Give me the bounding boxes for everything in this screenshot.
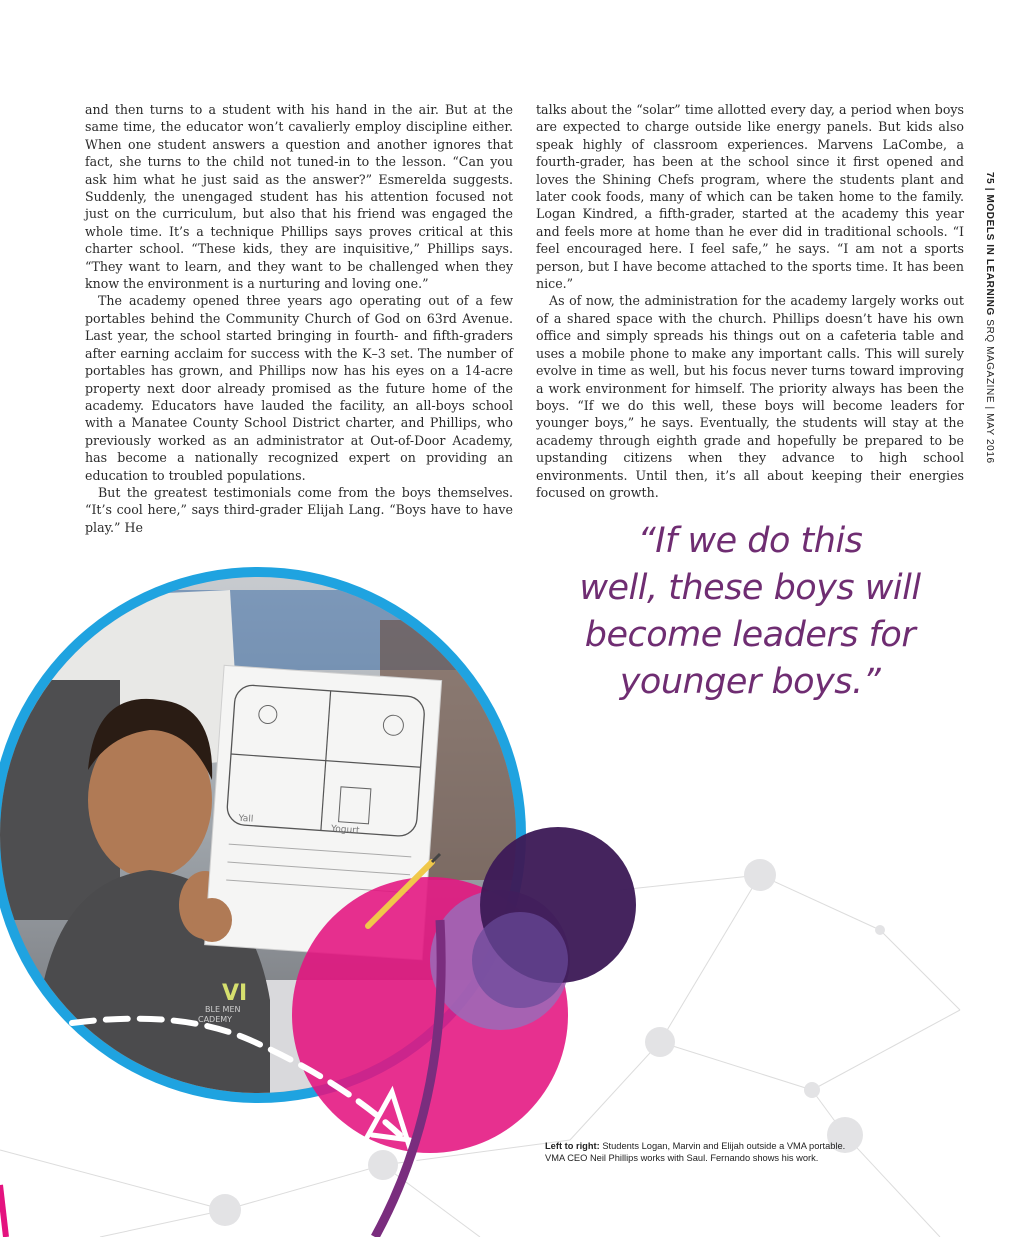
caption-line-2: VMA CEO Neil Phillips works with Saul. Fernando shows his work.	[545, 1153, 819, 1163]
drawing-word-1: Yall	[238, 813, 254, 825]
shirt-logo-line-3: CADEMY	[198, 1015, 233, 1024]
shirt-logo-line-2: BLE MEN	[205, 1005, 241, 1014]
pull-quote-line-3: become leaders for	[584, 615, 916, 655]
photo-caption	[545, 1140, 875, 1164]
right-paragraph-2: As of now, the administration for the academy largely works out of a shared space with the church. Phillips doesn’t have his own office and simply spreads his things out on a cafeteria table and uses a mobile phone to make any important calls. This will surely evolve in time as well, but his focus never turns toward improving a work environment for himself. The priority always has been the boys. “If we do this well, these boys will become leaders for younger boys,” he says. Eventually, the students will stay at the academy through eighth grade and hopefully be prepared to be upstanding citizens when they advance to high school environments. Until then, it’s all about keeping their energies focused on growth.	[536, 293, 964, 500]
caption-lead: Left to right:	[545, 1141, 600, 1151]
left-paragraph-1: and then turns to a student with his hand in the air. But at the same time, the educator won’t cavalierly employ discipline either. When one student answers a question and another ignores that fact, she turns to the child not tuned-in to the lesson. “Can you ask him what he just said as the answer?” Esmerelda suggests. Suddenly, the unengaged student has his attention focused not just on the curriculum, but also that his friend was engaged the whole time. It’s a technique Phillips says proves critical at this charter school. “These kids, they are inquisitive,” Phillips says. “They want to learn, and they want to be challenged when they know the environment is a nurturing and loving one.”	[85, 102, 513, 292]
article-column-left	[85, 101, 513, 536]
article-column-right	[536, 101, 964, 501]
pull-quote-line-1: “If we do this	[637, 521, 863, 561]
right-paragraph-1: talks about the “solar” time allotted every day, a period when boys are expected to charge outside like energy panels. But kids also speak highly of classroom experiences. Marvens LaCombe, a fourth-grader, has been at the school since it first opened and loves the Shining Chefs program, where the students plant and later cook foods, many of which can be taken home to the family. Logan Kindred, a fifth-grader, started at the academy this year and feels more at home than he ever did in traditional schools. “I feel encouraged here. I feel safe,” he says. “I am not a sports person, but I have become attached to the sports time. It has been nice.”	[536, 102, 964, 292]
shirt-logo-line-1: VI	[222, 981, 248, 1006]
left-paragraph-2: The academy opened three years ago operating out of a few portables behind the Community Church of God on 63rd Avenue. Last year, the school started bringing in fourth- and fifth-graders after earning acclaim for success with the K–3 set. The number of portables has grown, and Phillips now has his eyes on a 14-acre property next door already promised as the future home of the academy. Educators have lauded the facility, an all-boys school with a Manatee County School District charter, and Phillips, who previously worked as an administrator at Out-of-Door Academy, has become a nationally recognized expert on providing an education to troubled populations.	[85, 293, 513, 483]
pull-quote	[560, 518, 940, 706]
section-name: | MODELS IN LEARNING	[984, 187, 995, 316]
left-paragraph-3: But the greatest testimonials come from the boys themselves. “It’s cool here,” says third-grader Elijah Lang. “Boys have to have play.” He	[85, 484, 513, 535]
page-number: 75	[984, 172, 995, 185]
drawing-word-2: Yogurt	[330, 824, 360, 837]
pull-quote-line-4: younger boys.”	[619, 662, 881, 702]
magazine-issue: SRQ MAGAZINE | MAY 2016	[984, 319, 995, 464]
pull-quote-line-2: well, these boys will	[579, 568, 921, 608]
caption-line-1: Students Logan, Marvin and Elijah outside a VMA portable.	[602, 1141, 846, 1151]
page-folio	[984, 172, 995, 464]
